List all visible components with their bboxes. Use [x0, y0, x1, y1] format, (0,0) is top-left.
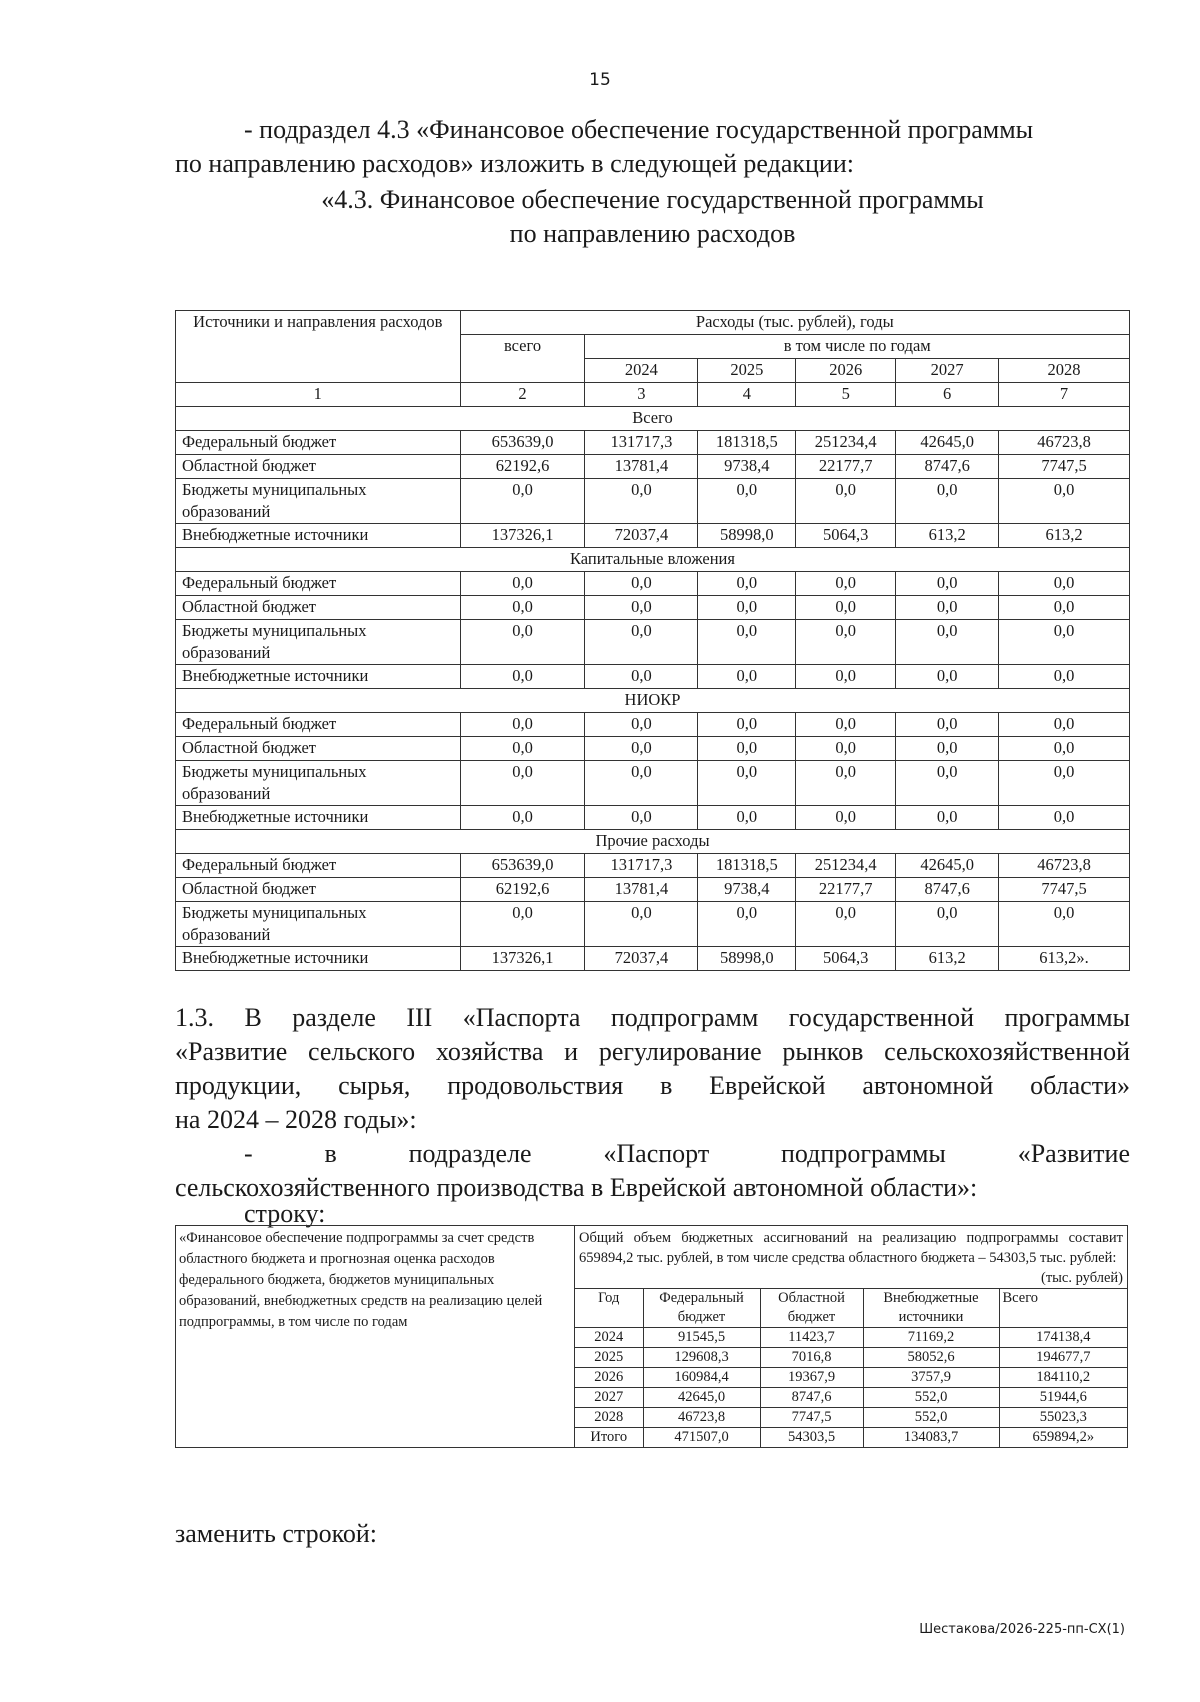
value-cell: 0,0 — [698, 761, 796, 806]
table-row — [176, 854, 1130, 878]
value-cell: 51944,6 — [999, 1388, 1127, 1408]
value-cell: 72037,4 — [585, 947, 698, 971]
value-cell: 42645,0 — [896, 431, 999, 455]
table-row — [176, 479, 1130, 524]
value-cell: 0,0 — [896, 572, 999, 596]
value-cell: 0,0 — [999, 902, 1130, 947]
value-cell: 0,0 — [460, 737, 585, 761]
value-cell: 0,0 — [796, 665, 896, 689]
value-cell: 160984,4 — [643, 1368, 760, 1388]
row-label: строку: — [244, 1199, 326, 1228]
value-cell: 22177,7 — [796, 878, 896, 902]
value-cell: 91545,5 — [643, 1328, 760, 1348]
passport-years-table — [575, 1288, 1127, 1447]
value-cell: 11423,7 — [760, 1328, 863, 1348]
value-cell: 46723,8 — [999, 854, 1130, 878]
value-cell: 0,0 — [585, 620, 698, 665]
table-row — [575, 1368, 1127, 1388]
column-number-2: 2 — [460, 383, 585, 407]
value-cell: 62192,6 — [460, 878, 585, 902]
value-cell: 174138,4 — [999, 1328, 1127, 1348]
value-cell: 58998,0 — [698, 524, 796, 548]
value-cell: 0,0 — [698, 665, 796, 689]
value-cell: 13781,4 — [585, 878, 698, 902]
value-cell: 0,0 — [585, 665, 698, 689]
value-cell: 0,0 — [585, 902, 698, 947]
table-row — [575, 1388, 1127, 1408]
value-cell: 0,0 — [585, 572, 698, 596]
value-cell: 184110,2 — [999, 1368, 1127, 1388]
value-cell: 251234,4 — [796, 854, 896, 878]
value-cell: 129608,3 — [643, 1348, 760, 1368]
column-number-4: 4 — [698, 383, 796, 407]
column-header: Год — [575, 1289, 643, 1328]
value-cell: 0,0 — [999, 620, 1130, 665]
value-cell: 0,0 — [585, 596, 698, 620]
value-cell: 8747,6 — [896, 878, 999, 902]
row-label: Бюджеты муниципальных образований — [176, 902, 461, 947]
value-cell: 0,0 — [796, 479, 896, 524]
table-row — [176, 596, 1130, 620]
section-1-3-line-3: продукции, сырья, продовольствия в Еврейской автономной области» — [175, 1071, 1130, 1100]
section-1-3-line-1: 1.3. В разделе III «Паспорта подпрограмм государственной программы — [175, 1003, 1130, 1032]
value-cell: 0,0 — [796, 737, 896, 761]
value-cell: 7016,8 — [760, 1348, 863, 1368]
column-number-5: 5 — [796, 383, 896, 407]
value-cell: 0,0 — [796, 596, 896, 620]
value-cell: 0,0 — [999, 665, 1130, 689]
table-row — [176, 878, 1130, 902]
year-cell: 2024 — [575, 1328, 643, 1348]
value-cell: 134083,7 — [863, 1428, 999, 1448]
value-cell: 659894,2» — [999, 1428, 1127, 1448]
value-cell: 3757,9 — [863, 1368, 999, 1388]
value-cell: 0,0 — [585, 806, 698, 830]
year-header-2024: 2024 — [585, 359, 698, 383]
row-label: Внебюджетные источники — [176, 665, 461, 689]
value-cell: 0,0 — [796, 902, 896, 947]
row-label: Областной бюджет — [176, 737, 461, 761]
value-cell: 613,2 — [896, 524, 999, 548]
amendment-line-2: по направлению расходов» изложить в следующей редакции: — [175, 149, 854, 178]
subsection-line-1: - в подразделе «Паспорт подпрограммы «Развитие — [244, 1139, 1130, 1168]
row-label: Внебюджетные источники — [176, 947, 461, 971]
document-footer: Шестакова/2026-225-пп-СХ(1) — [919, 1622, 1125, 1637]
value-cell: 13781,4 — [585, 455, 698, 479]
section-1-3-line-2: «Развитие сельского хозяйства и регулирование рынков сельскохозяйственной — [175, 1037, 1130, 1066]
column-number-6: 6 — [896, 383, 999, 407]
value-cell: 0,0 — [460, 479, 585, 524]
row-label: Областной бюджет — [176, 455, 461, 479]
value-cell: 0,0 — [796, 713, 896, 737]
value-cell: 8747,6 — [896, 455, 999, 479]
row-label: Федеральный бюджет — [176, 854, 461, 878]
header-total: всего — [460, 335, 585, 383]
value-cell: 0,0 — [796, 572, 896, 596]
value-cell: 0,0 — [796, 761, 896, 806]
table-row — [176, 713, 1130, 737]
value-cell: 0,0 — [999, 479, 1130, 524]
section-header-row — [176, 830, 1130, 854]
row-label: Федеральный бюджет — [176, 572, 461, 596]
row-label: Областной бюджет — [176, 878, 461, 902]
row-label: Внебюджетные источники — [176, 806, 461, 830]
passport-row-content — [575, 1226, 1128, 1448]
year-cell: Итого — [575, 1428, 643, 1448]
table-row — [176, 431, 1130, 455]
table-row — [176, 902, 1130, 947]
table-row — [176, 572, 1130, 596]
value-cell: 0,0 — [999, 713, 1130, 737]
section-header-row — [176, 689, 1130, 713]
value-cell: 5064,3 — [796, 947, 896, 971]
value-cell: 0,0 — [999, 806, 1130, 830]
value-cell: 0,0 — [460, 806, 585, 830]
value-cell: 0,0 — [698, 902, 796, 947]
column-header: Федеральный бюджет — [643, 1289, 760, 1328]
passport-row-label: «Финансовое обеспечение подпрограммы за счет средств областного бюджета и прогнозная оценка расходов федерального бюджета, бюджетов муниципальных образований, внебюджетных средств на реализацию целей подпрограммы, в том числе по годам — [176, 1226, 575, 1448]
value-cell: 0,0 — [460, 665, 585, 689]
value-cell: 46723,8 — [999, 431, 1130, 455]
value-cell: 7747,5 — [760, 1408, 863, 1428]
value-cell: 653639,0 — [460, 854, 585, 878]
column-header: Всего — [999, 1289, 1127, 1328]
value-cell: 46723,8 — [643, 1408, 760, 1428]
value-cell: 55023,3 — [999, 1408, 1127, 1428]
value-cell: 54303,5 — [760, 1428, 863, 1448]
value-cell: 0,0 — [896, 902, 999, 947]
amendment-line-1: - подраздел 4.3 «Финансовое обеспечение государственной программы — [244, 115, 1034, 144]
subsection-line-2: сельскохозяйственного производства в Еврейской автономной области»: — [175, 1173, 978, 1202]
value-cell: 7747,5 — [999, 878, 1130, 902]
table-row — [176, 524, 1130, 548]
section-title: Капитальные вложения — [176, 548, 1130, 572]
column-number-3: 3 — [585, 383, 698, 407]
value-cell: 7747,5 — [999, 455, 1130, 479]
value-cell: 0,0 — [999, 761, 1130, 806]
value-cell: 0,0 — [585, 737, 698, 761]
year-cell: 2026 — [575, 1368, 643, 1388]
table-row — [176, 455, 1130, 479]
value-cell: 0,0 — [796, 620, 896, 665]
header-by-years: в том числе по годам — [585, 335, 1130, 359]
value-cell: 0,0 — [698, 737, 796, 761]
value-cell: 0,0 — [585, 479, 698, 524]
row-label: Областной бюджет — [176, 596, 461, 620]
value-cell: 19367,9 — [760, 1368, 863, 1388]
replace-text: заменить строкой: — [175, 1519, 378, 1548]
value-cell: 0,0 — [460, 620, 585, 665]
section-title-line-2: по направлению расходов — [509, 219, 796, 248]
section-title: Прочие расходы — [176, 830, 1130, 854]
section-header-row — [176, 407, 1130, 431]
value-cell: 0,0 — [698, 572, 796, 596]
passport-financing-row — [175, 1225, 1128, 1448]
value-cell: 71169,2 — [863, 1328, 999, 1348]
value-cell: 137326,1 — [460, 947, 585, 971]
value-cell: 0,0 — [896, 620, 999, 665]
table-row — [176, 761, 1130, 806]
value-cell: 0,0 — [585, 713, 698, 737]
value-cell: 0,0 — [698, 713, 796, 737]
value-cell: 194677,7 — [999, 1348, 1127, 1368]
value-cell: 58998,0 — [698, 947, 796, 971]
value-cell: 471507,0 — [643, 1428, 760, 1448]
section-header-row — [176, 548, 1130, 572]
value-cell: 0,0 — [698, 596, 796, 620]
row-label: Бюджеты муниципальных образований — [176, 479, 461, 524]
value-cell: 251234,4 — [796, 431, 896, 455]
row-label: Бюджеты муниципальных образований — [176, 761, 461, 806]
value-cell: 0,0 — [460, 596, 585, 620]
value-cell: 613,2». — [999, 947, 1130, 971]
table-row — [176, 665, 1130, 689]
value-cell: 9738,4 — [698, 455, 796, 479]
section-title: Всего — [176, 407, 1130, 431]
year-cell: 2025 — [575, 1348, 643, 1368]
value-cell: 0,0 — [460, 761, 585, 806]
value-cell: 131717,3 — [585, 431, 698, 455]
value-cell: 58052,6 — [863, 1348, 999, 1368]
section-title: НИОКР — [176, 689, 1130, 713]
header-expenses: Расходы (тыс. рублей), годы — [460, 311, 1129, 335]
value-cell: 552,0 — [863, 1388, 999, 1408]
year-header-2027: 2027 — [896, 359, 999, 383]
row-label: Федеральный бюджет — [176, 713, 461, 737]
column-number-1: 1 — [176, 383, 461, 407]
value-cell: 0,0 — [999, 572, 1130, 596]
value-cell: 0,0 — [698, 806, 796, 830]
header-sources: Источники и направления расходов — [176, 311, 461, 383]
value-cell: 42645,0 — [896, 854, 999, 878]
value-cell: 0,0 — [896, 737, 999, 761]
value-cell: 9738,4 — [698, 878, 796, 902]
row-label: Федеральный бюджет — [176, 431, 461, 455]
column-header: Внебюджетные источники — [863, 1289, 999, 1328]
value-cell: 0,0 — [585, 761, 698, 806]
table-row — [575, 1408, 1127, 1428]
value-cell: 0,0 — [460, 713, 585, 737]
value-cell: 0,0 — [796, 806, 896, 830]
table-row — [176, 806, 1130, 830]
value-cell: 0,0 — [460, 572, 585, 596]
financing-table — [175, 310, 1130, 971]
value-cell: 0,0 — [896, 713, 999, 737]
value-cell: 0,0 — [460, 902, 585, 947]
value-cell: 0,0 — [896, 479, 999, 524]
value-cell: 62192,6 — [460, 455, 585, 479]
value-cell: 0,0 — [896, 596, 999, 620]
table-row — [176, 737, 1130, 761]
column-number-7: 7 — [999, 383, 1130, 407]
table-row — [176, 620, 1130, 665]
table-row — [575, 1328, 1127, 1348]
value-cell: 181318,5 — [698, 854, 796, 878]
value-cell: 0,0 — [698, 620, 796, 665]
value-cell: 0,0 — [896, 806, 999, 830]
year-header-2025: 2025 — [698, 359, 796, 383]
table-row — [575, 1348, 1127, 1368]
value-cell: 0,0 — [999, 737, 1130, 761]
year-cell: 2028 — [575, 1408, 643, 1428]
value-cell: 42645,0 — [643, 1388, 760, 1408]
section-1-3-line-4: на 2024 – 2028 годы»: — [175, 1105, 417, 1134]
year-header-2026: 2026 — [796, 359, 896, 383]
value-cell: 613,2 — [999, 524, 1130, 548]
year-cell: 2027 — [575, 1388, 643, 1408]
row-label: Бюджеты муниципальных образований — [176, 620, 461, 665]
value-cell: 72037,4 — [585, 524, 698, 548]
value-cell: 613,2 — [896, 947, 999, 971]
value-cell: 8747,6 — [760, 1388, 863, 1408]
value-cell: 5064,3 — [796, 524, 896, 548]
value-cell: 181318,5 — [698, 431, 796, 455]
value-cell: 552,0 — [863, 1408, 999, 1428]
value-cell: 0,0 — [896, 761, 999, 806]
row-label: Внебюджетные источники — [176, 524, 461, 548]
value-cell: 0,0 — [896, 665, 999, 689]
value-cell: 131717,3 — [585, 854, 698, 878]
passport-unit: (тыс. рублей) — [1041, 1270, 1123, 1286]
value-cell: 0,0 — [698, 479, 796, 524]
value-cell: 0,0 — [999, 596, 1130, 620]
passport-intro: Общий объем бюджетных ассигнований на реализацию подпрограммы составит 659894,2 тыс. рублей, в том числе средства областного бюджета – 54303,5 тыс. рублей: — [579, 1230, 1123, 1266]
table-row — [176, 947, 1130, 971]
value-cell: 653639,0 — [460, 431, 585, 455]
section-title-line-1: «4.3. Финансовое обеспечение государственной программы — [321, 185, 984, 214]
page-number: 15 — [589, 70, 611, 90]
column-header: Областной бюджет — [760, 1289, 863, 1328]
year-header-2028: 2028 — [999, 359, 1130, 383]
value-cell: 137326,1 — [460, 524, 585, 548]
value-cell: 22177,7 — [796, 455, 896, 479]
table-row — [575, 1428, 1127, 1448]
